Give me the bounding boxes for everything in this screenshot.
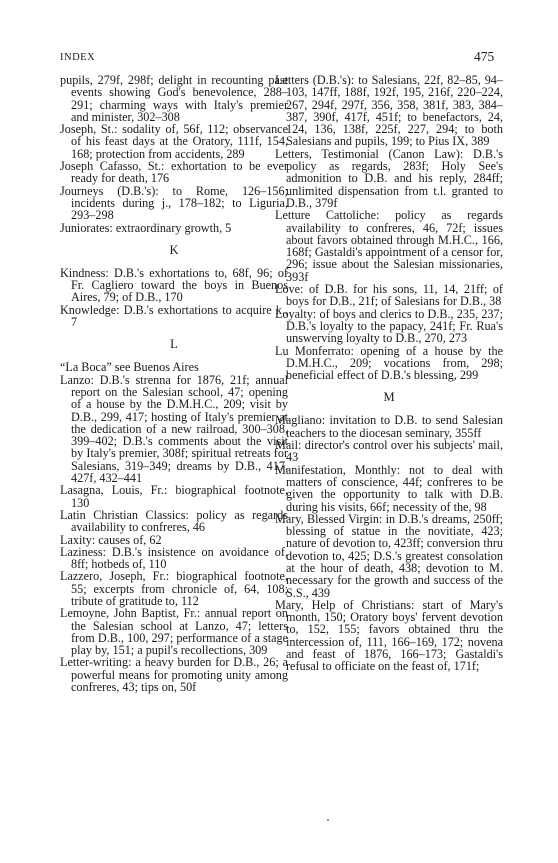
index-entry: Manifestation, Monthly: not to deal with matters of conscience, 44f; confreres to be given the opportunity to talk with D.B. during his visits, 66f; necessity of the, 98 xyxy=(275,462,503,514)
index-entry: Letters (D.B.'s): to Salesians, 22f, 82–85, 94–103, 147ff, 188f, 192f, 195, 216f, 220–224, 267, 294f, 297f, 356, 358, 381f, 383, 384–387, 390f, 417f, 451f; to benefactors, 24, 124, 136, 138f, 225f, 227, 294; to both Salesians and pupils, 199; to Pius IX, 389 xyxy=(275,73,503,149)
index-entry: “La Boca” see Buenos Aires xyxy=(60,360,199,375)
index-entry: Latin Christian Classics: policy as regards availability to confreres, 46 xyxy=(60,507,288,535)
index-entry: Kindness: D.B.'s exhortations to, 68f, 96; of Fr. Cagliero toward the boys in Buenos Aires, 79; of D.B., 170 xyxy=(60,265,288,305)
section-spacer xyxy=(60,234,288,243)
index-entry: pupils, 279f, 298f; delight in recounting past events showing God's benevolence, 288–291; charming ways with Italy's premier and minister, 302–308 xyxy=(60,73,288,124)
index-entry: Lanzo: D.B.'s strenna for 1876, 21f; annual report on the Salesian school, 47; opening of a house by the D.M.H.C., 209; visit by D.B., 299, 417; hosting of Italy's premier at the dedication of a new railroad, 300–308, 399–402; D.B.'s comments about the visit by Italy's premier, 308f; spiritual retreats for Salesians, 319–349; dreams by D.B., 417, 427f, 432–441 xyxy=(60,372,288,486)
running-header: INDEX xyxy=(60,52,96,63)
index-entry: Joseph Cafasso, St.: exhortation to be ever ready for death, 176 xyxy=(60,159,288,186)
index-entry: Mary, Blessed Virgin: in D.B.'s dreams, 250ff; blessing of statue in the novitiate, 423; nature of devotion to, 423ff; conversion thru devotion to, 425; D.S.'s greatest consolation at the hour of death, 438; devotion to M. necessary for the growth and success of the S.S., 439 xyxy=(275,511,503,600)
index-entry: Lasagna, Louis, Fr.: biographical footnote, 130 xyxy=(60,483,288,510)
index-entry: Juniorates: extraordinary growth, 5 xyxy=(60,220,232,235)
index-entry: Journeys (D.B.'s): to Rome, 126–156; incidents during j., 178–182; to Liguria, 293–298 xyxy=(60,183,288,223)
index-entry: Magliano: invitation to D.B. to send Salesian teachers to the diocesan seminary, 355ff xyxy=(275,413,503,440)
index-entry: Lemoyne, John Baptist, Fr.: annual report on the Salesian school at Lanzo, 47; letters from D.B., 100, 297; performance of a stage play by, 151; a pupil's recollections, 309 xyxy=(60,606,288,658)
index-entry: Lu Monferrato: opening of a house by the D.M.H.C., 209; vocations from, 298; beneficial effect of D.B.'s blessing, 299 xyxy=(275,343,503,383)
index-entry: Love: of D.B. for his sons, 11, 14, 21ff; of boys for D.B., 21f; of Salesians for D.B., 38 xyxy=(275,282,503,309)
index-column-right xyxy=(275,74,503,673)
section-spacer xyxy=(275,381,503,390)
section-spacer xyxy=(60,328,288,337)
section-letter: M xyxy=(383,390,395,405)
index-entry: Laxity: causes of, 62 xyxy=(60,532,162,547)
index-column-left xyxy=(60,74,288,693)
scan-speck xyxy=(327,819,329,821)
page-number: 475 xyxy=(474,49,495,64)
index-entry: Joseph, St.: sodality of, 56f, 112; observance of his feast days at the Oratory, 111f, 154, 168; protection from accidents, 289 xyxy=(60,122,288,161)
index-entry: Laziness: D.B.'s insistence on avoidance of, 8ff; hotbeds of, 110 xyxy=(60,544,288,572)
index-entry: Lazzero, Joseph, Fr.: biographical footnote, 55; excerpts from chronicle of, 64, 108; tribute of gratitude to, 112 xyxy=(60,569,288,608)
index-entry: Letters, Testimonial (Canon Law): D.B.'s policy as regards, 283f; Holy See's admonition to D.B. and his reply, 284ff; unlimited dispensation from t.l. granted to D.B., 379f xyxy=(275,146,503,210)
section-letter: L xyxy=(170,337,178,352)
index-entry: Letture Cattoliche: policy as regards availability to confreres, 46, 72f; issues about favors obtained through M.H.C., 166, 168f; Gastaldi's appointment of a censor for, 296; issue about the Salesian missionaries, 393f xyxy=(275,208,503,284)
index-entry: Letter-writing: a heavy burden for D.B., 26; a powerful means for promoting unity among confreres, 43; tips on, 50f xyxy=(60,655,288,695)
index-entry: Mail: director's control over his subjects' mail, 43 xyxy=(275,438,503,465)
index-entry: Loyalty: of boys and clerics to D.B., 235, 237; D.B.'s loyalty to the papacy, 241f; Fr. Rua's unswerving loyalty to D.B., 270, 273 xyxy=(275,306,503,346)
index-entry: Knowledge: D.B.'s exhortations to acquire k., 7 xyxy=(60,302,288,330)
index-entry: Mary, Help of Christians: start of Mary's month, 150; Oratory boys' fervent devotion to, 152, 155; favors obtained thru the intercession of, 111, 166–169, 172; novena and feast of 1876, 166–173; Gastaldi's refusal to officiate on the feast of, 171f; xyxy=(275,597,503,674)
section-letter: K xyxy=(169,242,179,257)
